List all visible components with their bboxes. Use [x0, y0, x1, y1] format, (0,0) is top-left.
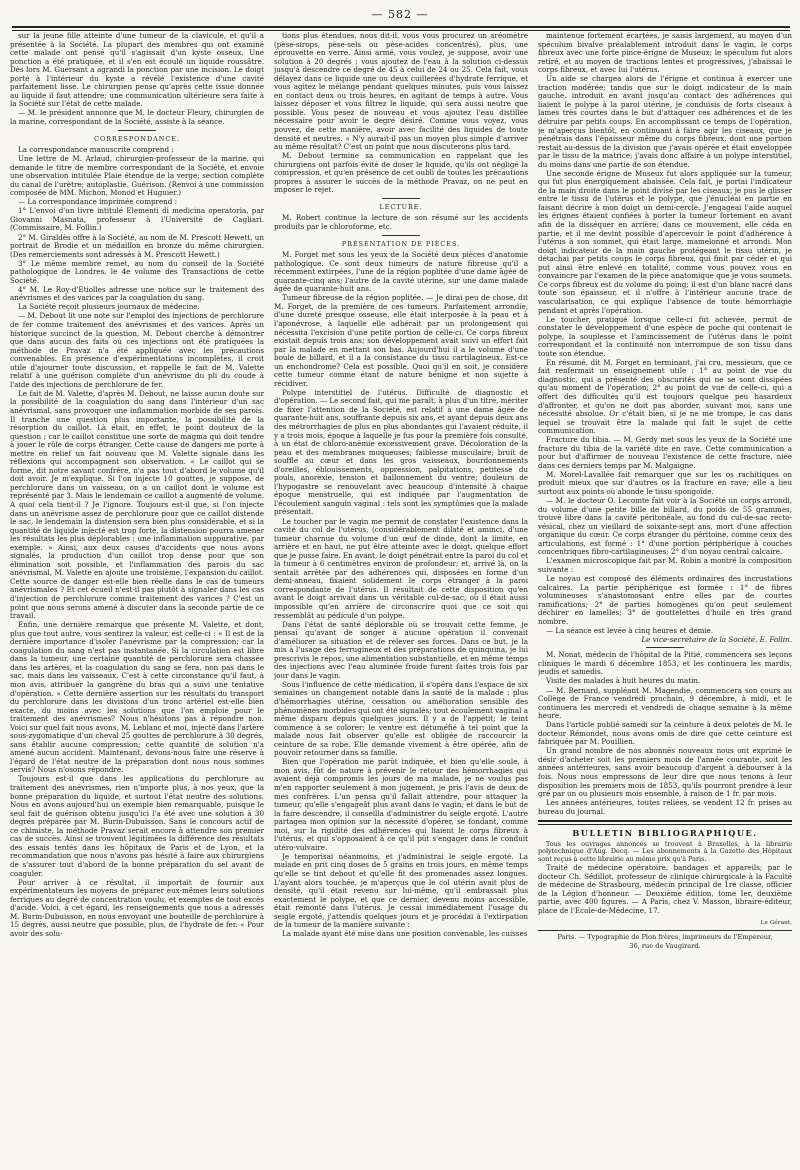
- paragraph: Tumeur fibreuse de la région poplitée. — Je dirai peu de chose, dit M. Forget, de la première de ces tumeurs. Parfaitement arrondie, d'une dureté presque osseuse, elle était interposée à la peau et à l'aponévrose, à laquelle elle adhérait par un prolongement qui nécessita l'excision d'une petite portion de celle-ci. Ce corps fibreux existait depuis trois ans; son développement avait suivi un effort fait par la malade en mettant son bas. Aujourd'hui il a le volume d'une boule de billard, et il a la consistance du tissu cartilagineux. Est-ce un enchondrome? Cela est possible. Quoi qu'il en soit, je considère cette tumeur comme étant de nature bénigne et non sujette à récidiver.: [274, 293, 528, 388]
- paragraph: M. Debout termine sa communication en rappelant que les chirurgiens ont parfois évité de doser le liquide, qu'ils ont négligé la compression, et qu'en présence de cet oubli de toutes les précautions propres à assurer le succès de la méthode Pravaz, on ne peut en imposer le rejet.: [274, 151, 528, 195]
- bulletin-notice: Tous les ouvrages annoncés se trouvent à Bruxelles, à la librairie polytechnique d'Aug. Decq. — Les abonnements à la Gazette des Hôpitaux sont reçus à cette librairie au même prix qu'à Paris.: [538, 839, 792, 863]
- section-heading: LECTURE.: [379, 202, 423, 211]
- bulletin-entry: Traité de médecine opératoire, bandages et appareils; par le docteur Ch. Sédillot, professeur de clinique chirurgicale à la Faculté de médecine de Strasbourg, médecin principal de 1re classe, officier de la Légion d'honneur. — Deuxième édition, tome Ier, deuxième partie, avec 400 figures. — A Paris, chez V. Masson, libraire-éditeur, place de l'Ecole-de-Médecine, 17.: [538, 863, 792, 915]
- paragraph: Dans l'état de santé déplorable où se trouvait cette femme, je pensai qu'avant de songer à aucune opération il convenait d'améliorer sa situation et de relever ses forces. Dans ce but, je la mis à l'usage des ferrugineux et des préparations de quinquina, je lui prescrivis le repos, une alimentation substantielle, et en même temps des injections avec l'eau aluminée froide furent faites trois fois par jour dans le vagin.: [274, 619, 528, 680]
- bulletin-rule: [538, 820, 792, 825]
- paragraph: En résumé, dit M. Forget en terminant, j'ai cru, messieurs, que ce fait renfermait un enseignement utile : 1° au point de vue du diagnostic, qui a présenté des obscurités qui ne se sont dissipées qu'au moment de l'opération; 2° au point de vue de celle-ci, qui a offert des difficultés qu'il est toujours quelque peu hasardeux d'affronter, et qu'on ne doit pas aborder, suivant moi, sans une nécessité absolue. Or c'était bien, si je ne me trompe, le cas dans lequel se trouvait être la malade qui fait le sujet de cette communication.: [538, 357, 792, 436]
- paragraph: M. Robert continue la lecture de son résumé sur les accidents produits par le chloroforme, etc.: [274, 213, 528, 231]
- paragraph: — M. le docteur O. Lecomte fait voir à la Société un corps arrondi, du volume d'une petite bille de billard, du poids de 55 grammes, trouvé libre dans la cavité péritonéale, au fond du cul-de-sac recto-vésical, chez un vieillard de soixante-sept ans, mort d'une affection organique du cœur. Ce corps étranger du péritoine, comme ceux des articulations, est formé : 1° d'une portion périphérique à couches concentriques fibro-cartilagineuses; 2° d'un noyau central calcaire.: [538, 496, 792, 557]
- column-right: [538, 32, 792, 1164]
- paragraph: La correspondance manuscrite comprend :: [18, 145, 174, 155]
- paragraph: — M. Bernard, suppléant M. Magendie, commencera son cours au Collège de France vendredi prochain, 9 décembre, à midi, et le continuera les mercredi et vendredi de chaque semaine à la même heure.: [538, 685, 792, 721]
- paragraph: Visite des malades à huit heures du matin.: [546, 676, 701, 686]
- column-left: [10, 32, 264, 1164]
- paragraph: 2° M. Giraldès offre à la Société, au nom de M. Prescott Hewett, un portrait de Brodie et un médaillon en bronze du même chirurgien. (Des remerciements sont adressés à M. Prescott Hewett.): [10, 232, 264, 259]
- paragraph: sur la jeune fille atteinte d'une tumeur de la clavicule, et qu'il a présentée à la Société. La plupart des membres qui ont examiné cette malade ont pensé qu'il s'agissait d'un kyste osseux. Une ponction a été pratiquée, et il s'en est écoulé un liquide roussâtre. Dès lors M. Guersant a agrandi la ponction par une incision. Le doigt porté à l'intérieur du kyste a révélé l'existence d'une cavité parfaitement lisse. Le chirurgien pense qu'après cette issue donnée au liquide il faut attendre; une communication ultérieure sera faite à la Société sur l'état de cette malade.: [10, 32, 264, 109]
- paragraph: Bien que l'opération me parût indiquée, et bien qu'elle soule, à mon avis, fût de nature à prévenir le retour des hémorrhagies qui avaient déjà compromis les jours de ma malade, je ne voulus pas m'en rapporter seulement à mon jugement, je pris l'avis de deux de mes confrères. L'un pensa qu'il fallait attendre, pour attaquer la tumeur, qu'elle s'engageât plus avant dans le vagin; et dans le but de la faire descendre, il conseilla d'administrer du seigle ergoté. L'autre partagea mon opinion sur la nécessité d'opérer, se fondant, comme moi, sur la rigidité des adhérences qui liaient le corps fibreux à l'utérus, et qui s'opposaient à ce qu'il pût s'engager dans le conduit utéro-vulvaire.: [274, 757, 528, 852]
- imprint-line-2: 36, rue de Vaugirard.: [629, 941, 701, 950]
- header-rule: [12, 26, 790, 31]
- imprint-line-1: Paris. — Typographie de Plon frères, imprimeurs de l'Empereur,: [557, 932, 773, 941]
- paragraph: Le noyau est composé des éléments ordinaires des incrustations calcaires. La partie périphérique est formée : 1° de fibres volumineuses s'anastomosant entre elles par de courtes ramifications; 2° de parties homogènes qu'on peut seulement déchirer en lamelles; 3° de gouttelettes d'huile en très grand nombre.: [538, 573, 792, 626]
- paragraph: Pour arriver à ce résultat, il importait de fournir aux expérimentateurs les moyens de préparer eux-mêmes leurs solutions ferriques au degré de concentration voulu, et exemptes de tout excès d'acide. Voici, à cet égard, les renseignements que nous a adressés M. Burin-Dubuisson, en nous envoyant une bouteille de perchlorure à 15 degrés, aussi neutre que possible, plus, de l'hydrate de fer. « Pour avoir des solu-: [10, 877, 264, 938]
- section-rule: [382, 235, 420, 236]
- paragraph: — M. Debout lit une note sur l'emploi des injections de perchlorure de fer comme traitement des anévrismes et des varices. Après un historique succinct de la question, M. Debout cherche à démontrer que dans aucun des faits où ces injections ont été pratiquées la méthode de Pravaz n'a été appliquée avec les précautions convenables. En présence d'expérimentations incomplètes, il croit utile d'ajourner toute discussion, et rappelle le fait de M. Valette relatif à une guérison complète d'un anévrisme du pli du coude à l'aide des injections de perchlorure de fer.: [10, 311, 264, 389]
- section-rule: [382, 198, 420, 199]
- paragraph: Fracture du tibia. — M. Gerdy met sous les yeux de la Société une fracture du tibia de la variété dite en rave. Cette communication a pour but d'affirmer de nouveau l'existence de cette fracture, niée dans ces derniers temps par M. Malgaigne.: [538, 435, 792, 470]
- paragraph: — M. le président annonce que M. le docteur Fleury, chirurgien de la marine, correspondant de la Société, assiste à la séance.: [10, 108, 264, 126]
- paragraph: Le fait de M. Valette, d'après M. Debout, ne laisse aucun doute sur la possibilité de la coagulation du sang dans l'intérieur d'un sac anévrismal, sans provoquer une inflammation morbide de ses parois. Il tranche une question plus importante, la possibilité de la résorption du caillot. Là était, en effet, le point douteux de la question ; car le caillot constitue une sorte de magma qui doit tendre à jouer le rôle de corps étranger. Cette cause de dangers me porte à mettre en relief un fait nouveau que M. Valette signale dans les réflexions qui accompagnent son observation. « Le caillot qui se forme, dit notre savant confrère, n'a pas tout d'abord le volume qu'il doit avoir. Je m'explique. Si l'on injecte 10 gouttes, je suppose, de perchlorure dans un vaisseau, on a un caillot dont le volume est représenté par 3. Mais le lendemain ce caillot a augmenté de volume. A quoi cela tient-il ? Je l'ignore. Toujours est-il que, si l'on injecte dans un anévrisme assez de perchlorure pour que ce caillot distende le sac, le lendemain la distension sera bien plus considérable, et si la quantité de liquide injecté est trop forte, la distension pourra amener les résultats les plus déplorables : une inflammation suppurative, par exemple. » Ainsi, aux deux causes d'accidents que nous avons signalés, la production d'un caillot trop dense pour que son élimination soit possible, et l'inflammation des parois du sac anévrismal, M. Valette en ajoute une troisième, l'expansion du caillot. Cette source de danger est-elle bien réelle dans le cas de tumeurs anévrismales ? Et cet écueil n'est-il pas plutôt à signaler dans les cas d'injection de perchlorure comme traitement des varices ? C'est un point que nous serons amené à discuter dans la seconde partie de ce travail.: [10, 388, 264, 621]
- paragraph: Le toucher par le vagin me permit de constater l'existence dans la cavité du col de l'utérus, (considérablement dilaté et aminci, d'une tumeur charnue du volume d'un œuf de dinde, dont la limite, en arrière et en haut, ne put être atteinte avec le doigt, quelque effort que je pusse faire. En avant, le doigt pénétrait entre la paroi du col et la tumeur à 6 centimètres environ de profondeur; et, arrivé là, on la sentait arrêtée par des adhérences qui, disposées en forme d'un demi-anneau, fixaient solidement le corps étranger à la paroi correspondante de l'utérus. Il résultait de cette disposition qu'en avant le doigt arrivait dans un véritable cul-de-sac, où il était aussi impossible qu'en arrière de circonscrire quoi que ce soit qui ressemblât au pédicule d'un polype.: [274, 516, 528, 620]
- paragraph: Le toucher, pratiqué lorsque celle-ci fut achevée, permit de constater le développement d'une espèce de poche qui contenait le polype, la souplesse et l'amincissement de l'utérus dans le point correspondant et la continuité non interrompue de son tissu dans toute son étendue.: [538, 314, 792, 358]
- paragraph: Toujours est-il que dans les applications du perchlorure au traitement des anévrismes, rien n'importe plus, à nos yeux, que la bonne préparation du liquide, et surtout l'état neutre des solutions. Nous en avons aujourd'hui un exemple bien remarquable, puisque le seul fait de guérison obtenu jusqu'ici l'a été avec une solution à 30 degrés préparée par M. Burin-Dubuisson. Sans le concours actif de ce chimiste, la méthode Pravaz serait encore à attendre son premier cas de succès. Ainsi se trouvent légitimées la différence des résultats des essais tentés dans les hôpitaux de Paris et de Lyon, et la recommandation que nous n'avons pas hésité à faire aux chirurgiens de s'assurer tout d'abord de la bonne préparation du sel avant de coaguler.: [10, 774, 264, 878]
- section-heading: CORRESPONDANCE.: [94, 134, 180, 143]
- paragraph: La malade ayant été mise dans une position convenable, les cuisses: [282, 929, 528, 939]
- paragraph: 4° M. Le Roy-d'Etiolles adresse une notice sur le traitement des anévrismes et des varices par la coagulation du sang.: [10, 284, 264, 303]
- paragraph: 3° Le même membre remet, au nom du conseil de la Société pathologique de Londres, le 4e volume des Transactions de cette Société.: [10, 258, 264, 285]
- paragraph: La Société reçoit plusieurs journaux de médecine.: [18, 302, 200, 312]
- paragraph: — La séance est levée à cinq heures et demie.: [546, 625, 714, 635]
- paragraph: Les années antérieures, toutes reliées, se vendent 12 fr. prises au bureau du journal.: [538, 798, 792, 816]
- paragraph: 1° L'envoi d'un livre intitulé Elementi di medicina operatoria, par Giovanni Masnata, professeur à l'Université de Cagliari. (Commissaire, M. Follin.): [10, 206, 264, 233]
- paragraph: M. Forget met sous les yeux de la Société deux pièces d'anatomie pathologique. Ce sont deux tumeurs de nature fibreuse qu'il a récemment extirpées, l'une de la région poplitée d'une dame âgée de quarante-cinq ans; l'autre de la cavité utérine, sur une dame malade âgée de quarante-huit ans.: [274, 250, 528, 294]
- paragraph: Sous l'influence de cette médication, il s'opéra dans l'espace de six semaines un changement notable dans la santé de la malade : plus d'hémorrhagies utérine, cessation ou amélioration sensible des phénomènes morbides qui ont été signalés; tout écoulement vaginal a même disparu depuis quelques jours. Il y a de l'appétit; le teint commence à se colorer; le ventre est détuméfié à tel point que la malade nous fait observer qu'elle est obligée de raccourcir la ceinture de sa robe. Elle demande vivement à être opérée, afin de pouvoir retourner dans sa famille.: [274, 679, 528, 758]
- section-rule: [118, 130, 156, 131]
- paragraph: Une lettre de M. Arlaud, chirurgien-professeur de la marine, qui demande le titre de membre correspondant de la Société, et envoie une observation intitulée Plaie étendue de la verge; section complète du canal de l'urètre; autoplastie. Guérison. (Renvoi à une commission composée de MM. Michon, Monod et Huguier.): [10, 154, 264, 198]
- paragraph: — La correspondance imprimée comprend :: [18, 197, 178, 207]
- paragraph: Enfin, une dernière remarque que présente M. Valette, et dont, plus que tout autre, vous sentirez la valeur, est celle-ci : « Il est de la dernière importance d'isoler l'anévrisme par la compression; car la coagulation du sang n'est pas instantanée. Si la circulation est libre dans la tumeur, une certaine quantité de perchlorure sera chassée dans les artères, et la coagulation du sang se fera, non pas dans le sac, mais dans les vaisseaux. C'est à cette circonstance qu'il faut, à mon avis, attribuer la gangrène du bras qui a suivi une tentative d'opération. » Cette dernière assertion sur les résultats du transport du perchlorure dans les divisions d'un tronc artériel est-elle bien exacte, du moins avec les solutions que l'on emploie pour le traitement des anévrismes? Nous n'hésitons pas à répondre non. Voici sur quel fait nous avons, M. Leblanc et moi, injecté dans l'artère sous-zygomatique d'un cheval 25 gouttes de perchlorure à 30 degrés, sans établir aucune compression; cette quantité de solution n'a amené aucun accident. Maintenant, devons-nous faire une réserve à l'égard de l'état neutre de la préparation dont nous nous sommes servis? Nous n'osons répondre.: [10, 620, 264, 775]
- paragraph: Polype interstitiel de l'utérus. Difficulté de diagnostic et d'opération. — Le second fait, qui me paraît, à plus d'un titre, mériter de fixer l'attention de la Société, est relatif à une dame âgée de quarante-huit ans, souffrante depuis six ans, et ayant depuis deux ans des métrorrhagies de plus en plus abondantes qui l'avaient réduite, il y a trois mois, époque à laquelle je fus pour la première fois consulté, à un état de chloro-anémie excessivement grave. Décoloration de la peau et des membranes muqueuses; faiblesse musculaire; bruit de souffle au cœur et dans les gros vaisseaux, bourdonnements d'oreilles, éblouissements, oppression, palpitations, petitesse du pouls, anorexie, tension et ballonnement du ventre; douleurs de l'hypogastre se renouvelant avec beaucoup d'intensité à chaque époque menstruelle, qui est indiquée par l'augmentation de l'écoulement sanguin vaginal : tels sont les symptômes que la malade présentait.: [274, 387, 528, 517]
- gerant-label: Le Gérant,: [760, 920, 792, 927]
- paragraph: Un aide se chargea alors de l'érigne et continua à exercer une traction modérée; tandis que sur le doigt indicateur de la main gauche, introduit en avant jusqu'au contact des adhérences qui liaient le polype à la paroi utérine, je conduisis de forts ciseaux à lames très courtes dans le but d'attaquer ces adhérences et de les détruire par petits coups. En accomplissant ce temps de l'opération, je m'aperçus bientôt, en continuant à faire agir les ciseaux, que je pénétrais dans l'épaisseur même du corps fibreux, dont une portion restait au-dessus de la division que j'avais opérée et était enveloppée par le tissu de la matrice; j'avais donc affaire à un polype interstitiel, du moins dans une partie de son étendue.: [538, 74, 792, 169]
- paragraph: maintenue fortement écartées, je saisis largement, au moyen d'un spéculum bivalve préalablement introduit dans le vagin, le corps fibreux avec une forte pince-érigne de Museux; le spéculum fut alors retiré, et au moyen de tractions lentes et progressives, j'abaissai le corps fibreux, et avec lui l'utérus.: [538, 32, 792, 75]
- imprint-rule: [538, 930, 792, 931]
- column-right-body: [538, 32, 792, 816]
- page-number: — 582 —: [371, 8, 429, 21]
- bulletin-title: BULLETIN BIBLIOGRAPHIQUE.: [572, 828, 758, 839]
- column-middle: [274, 32, 528, 1164]
- paragraph: M. Nonat, médecin de l'hôpital de la Pitié, commencera ses leçons cliniques le mardi 6 décembre 1853, et les continuera les mardis, jeudis et samedis.: [538, 650, 792, 677]
- paragraph: tions plus étendues, nous dit-il, vous vous procurez un aréomètre (pèse-sirops, pèse-sels ou pèse-acides concentrés), plus, une éprouvette en verre. Ainsi armé, vous voulez, je suppose, avoir une solution à 20 degrés ; vous ajoutez de l'eau à la solution ci-dessus jusqu'à descendre ce degré de 45 à celui de 24 ou 25. Cela fait, vous délayez dans ce liquide une ou deux cuillerées d'hydrate ferrique, et vous agitez le mélange pendant quelques minutes, puis vous laissez en contact deux ou trois heures, en agitant de temps à autre. Vous laissez déposer et vous filtrez le liquide, qui sera aussi neutre que possible. Vous pesez de nouveau et vous ajoutez l'eau distillée nécessaire pour avoir le degré désiré. Comme vous voyez, vous pouvez, de cette manière, avoir avec facilité des liquides de toute densité et neutres. » N'y aurait-il pas un moyen plus simple d'arriver au même résultat? C'est un point que nous discuterons plus tard.: [274, 32, 528, 152]
- paragraph: M. Morel-Lavallée fait remarquer que sur les os rachitiques on produit mieux que sur d'autres os la fracture en rave; elle a lieu surtout aux points où abonde le tissu spongoïde.: [538, 469, 792, 496]
- article-columns: [10, 32, 792, 1164]
- paragraph: Dans l'article publié samedi sur la ceinture à deux pelotes de M. le docteur Rémondet, nous avons omis de dire que cette ceinture est fabriquée par M. Pouillien.: [538, 720, 792, 747]
- section-rule: [646, 647, 684, 648]
- paragraph: Un grand nombre de nos abonnés nouveaux nous ont exprimé le désir d'acheter soit les premiers mois de l'année courante, soit les années antérieures, sans avoir beaucoup d'argent à débourser à la fois. Nous nous empressons de leur dire que nous tenons à leur disposition les premiers mois de 1853, qu'ils pourront prendre à leur gré par un ou plusieurs mois ensemble, à raison de 1 fr. par mois.: [538, 746, 792, 799]
- paragraph: Une seconde érigne de Museux fut alors appliquée sur la tumeur, qui fut plus énergiquement abaissée. Cela fait, je portai l'indicateur de la main droite dans le point divisé par les ciseaux; je pus le glisser entre le tissu de l'utérus et le polype, que j'énucléai en partie en faisant décrire à mon doigt un demi-cercle. J'engageai l'aide auquel les érignes étaient confiées à porter la tumeur fortement en avant afin de la disséquer en arrière; dans ce mouvement, elle céda en partie, et il me devint possible d'apercevoir le point d'adhérence à l'utérus à son sommet, qui était large, mamelonné et arrondi. Mon doigt indicateur de la main gauche protégeant le tissu utérin, je détachai par petits coups le corps fibreux, qui finit par céder et qui put ainsi être enlevé en totalité, comme vous pouvez vous en convaincre par l'examen de la pièce anatomique que je vous soumets. Ce corps fibreux est du volume du poing; il est d'un blanc nacré dans toute son épaisseur, et il n'offre à l'intérieur aucune trace de vascularisation, ce qui explique l'absence de toute hémorrhagie pendant et après l'opération.: [538, 168, 792, 315]
- section-heading: PRÉSENTATION DE PIÈCES.: [341, 239, 461, 248]
- signature: Le vice-secrétaire de la Société, E. Follin.: [641, 634, 792, 644]
- paragraph: Je temporisai néanmoins, et j'administrai le seigle ergoté. La malade en prit cinq doses de 5 grains en trois jours, en même temps qu'elle se tint debout et qu'elle fit des promenades assez longues. L'ayant alors touchée, je m'aperçus que le col utérin avait plus de densité, qu'il était revenu sur lui-même, qu'il embrassait plus exactement le polype, et que ce dernier, devenu moins accessible, était remonté dans l'utérus. Je cessai immédiatement l'usage du seigle ergoté, j'attendis quelques jours et je procédai à l'extirpation de la tumeur de la manière suivante :: [274, 851, 528, 930]
- paragraph: L'examen microscopique fait par M. Robin a montré la composition suivante :: [538, 556, 792, 574]
